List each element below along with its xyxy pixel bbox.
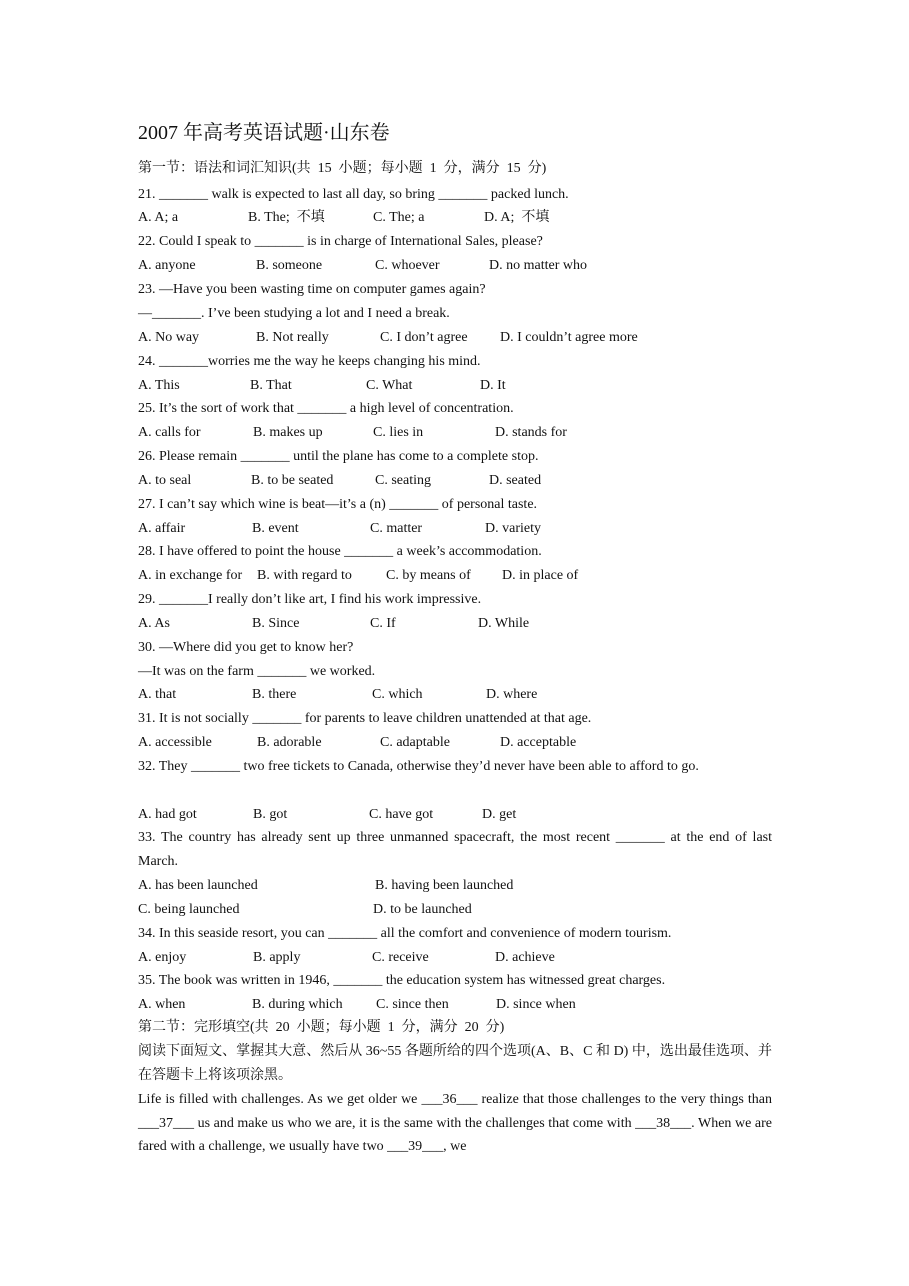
question-33-option-d: D. to be launched <box>373 902 472 917</box>
section2-header: 第二节：完形填空(共 20 小题；每小题 1 分，满分 20 分) <box>138 1020 505 1035</box>
question-22-option-a: A. anyone <box>138 258 196 273</box>
question-23-option-a: A. No way <box>138 330 200 345</box>
question-22-option-d: D. no matter who <box>489 258 587 273</box>
question-22-option-b: B. someone <box>256 258 323 273</box>
question-35-stem: 35. The book was written in 1946, _______ the education system has witnessed great charges. <box>138 973 666 988</box>
question-34-option-a: A. enjoy <box>138 950 187 965</box>
section2-instructions: 阅读下面短文、掌握其大意、然后从 36~55 各题所给的四个选项(A、B、C 和 D) 中，选出最佳选项、并在答题卡上将该项涂黑。 <box>138 1044 772 1083</box>
question-31-option-b: B. adorable <box>257 735 322 750</box>
question-33-option-c: C. being launched <box>138 902 240 917</box>
question-23-stem: 23. —Have you been wasting time on computer games again? <box>138 282 486 297</box>
question-21-option-d: D. A; 不填 <box>484 210 550 225</box>
question-29-option-d: D. While <box>478 616 530 631</box>
question-33-option-a: A. has been launched <box>138 878 258 893</box>
question-32-option-d: D. get <box>482 807 517 822</box>
question-27-stem: 27. I can’t say which wine is beat—it’s a (n) _______ of personal taste. <box>138 497 538 512</box>
question-28-option-c: C. by means of <box>386 568 471 583</box>
question-27-option-a: A. affair <box>138 521 186 536</box>
question-31-option-d: D. acceptable <box>500 735 577 750</box>
question-30-stem-reply: —It was on the farm _______ we worked. <box>138 664 376 679</box>
question-31-stem: 31. It is not socially _______ for parents to leave children unattended at that age. <box>138 711 592 726</box>
exam-title: 2007 年高考英语试题·山东卷 <box>138 122 390 144</box>
question-31-option-a: A. accessible <box>138 735 212 750</box>
question-21-stem: 21. _______ walk is expected to last all day, so bring _______ packed lunch. <box>138 187 569 202</box>
question-25-option-a: A. calls for <box>138 425 201 440</box>
question-27-option-d: D. variety <box>485 521 541 536</box>
question-29-stem: 29. _______I really don’t like art, I find his work impressive. <box>138 592 482 607</box>
question-24-option-d: D. It <box>480 378 506 393</box>
question-25-stem: 25. It’s the sort of work that _______ a high level of concentration. <box>138 401 514 416</box>
question-29-option-c: C. If <box>370 616 396 631</box>
question-24-option-b: B. That <box>250 378 292 393</box>
question-32-option-b: B. got <box>253 807 288 822</box>
question-26-option-c: C. seating <box>375 473 431 488</box>
question-25-option-d: D. stands for <box>495 425 567 440</box>
question-35-option-d: D. since when <box>496 997 576 1012</box>
question-29-option-a: A. As <box>138 616 170 631</box>
question-35-option-a: A. when <box>138 997 186 1012</box>
cloze-passage: Life is filled with challenges. As we get older we ___36___ realize that those challenges to the very things than ___37___ us and make us who we are, it is the same with the challenges that come with ___38___. When we are fared with a challenge, we usually have two ___39___, we <box>138 1092 772 1154</box>
question-26-option-d: D. seated <box>489 473 542 488</box>
question-28-option-d: D. in place of <box>502 568 579 583</box>
question-30-option-a: A. that <box>138 687 177 702</box>
section1-header: 第一节：语法和词汇知识(共 15 小题；每小题 1 分，满分 15 分) <box>138 161 547 176</box>
question-24-option-a: A. This <box>138 378 180 393</box>
question-30-option-c: C. which <box>372 687 423 702</box>
question-32-option-a: A. had got <box>138 807 197 822</box>
question-25-option-b: B. makes up <box>253 425 323 440</box>
question-34-stem: 34. In this seaside resort, you can _______ all the comfort and convenience of modern tourism. <box>138 926 672 941</box>
question-25-option-c: C. lies in <box>373 425 424 440</box>
question-31-option-c: C. adaptable <box>380 735 450 750</box>
question-32-option-c: C. have got <box>369 807 434 822</box>
question-35-option-b: B. during which <box>252 997 343 1012</box>
question-28-option-a: A. in exchange for <box>138 568 243 583</box>
question-24-option-c: C. What <box>366 378 413 393</box>
question-26-option-a: A. to seal <box>138 473 192 488</box>
question-34-option-b: B. apply <box>253 950 301 965</box>
question-21-option-a: A. A; a <box>138 210 179 225</box>
question-23-option-c: C. I don’t agree <box>380 330 468 345</box>
question-34-option-d: D. achieve <box>495 950 555 965</box>
question-27-option-b: B. event <box>252 521 299 536</box>
question-35-option-c: C. since then <box>376 997 449 1012</box>
question-23-stem-reply: —_______. I’ve been studying a lot and I need a break. <box>138 306 450 321</box>
question-30-option-d: D. where <box>486 687 538 702</box>
question-23-option-b: B. Not really <box>256 330 329 345</box>
question-33-stem: 33. The country has already sent up three unmanned spacecraft, the most recent _______ at the end of last March. <box>138 830 772 869</box>
question-28-option-b: B. with regard to <box>257 568 352 583</box>
question-23-option-d: D. I couldn’t agree more <box>500 330 638 345</box>
question-27-option-c: C. matter <box>370 521 423 536</box>
question-26-stem: 26. Please remain _______ until the plane has come to a complete stop. <box>138 449 539 464</box>
question-22-stem: 22. Could I speak to _______ is in charge of International Sales, please? <box>138 234 543 249</box>
question-21-option-b: B. The; 不填 <box>248 210 325 225</box>
question-24-stem: 24. _______worries me the way he keeps changing his mind. <box>138 354 481 369</box>
question-34-option-c: C. receive <box>372 950 429 965</box>
question-30-stem: 30. —Where did you get to know her? <box>138 640 354 655</box>
question-28-stem: 28. I have offered to point the house _______ a week’s accommodation. <box>138 544 542 559</box>
question-30-option-b: B. there <box>252 687 297 702</box>
question-22-option-c: C. whoever <box>375 258 440 273</box>
question-26-option-b: B. to be seated <box>251 473 334 488</box>
question-21-option-c: C. The; a <box>373 210 425 225</box>
question-29-option-b: B. Since <box>252 616 300 631</box>
question-32-stem: 32. They _______ two free tickets to Canada, otherwise they’d never have been able to afford to go. <box>138 759 699 774</box>
question-33-option-b: B. having been launched <box>375 878 514 893</box>
